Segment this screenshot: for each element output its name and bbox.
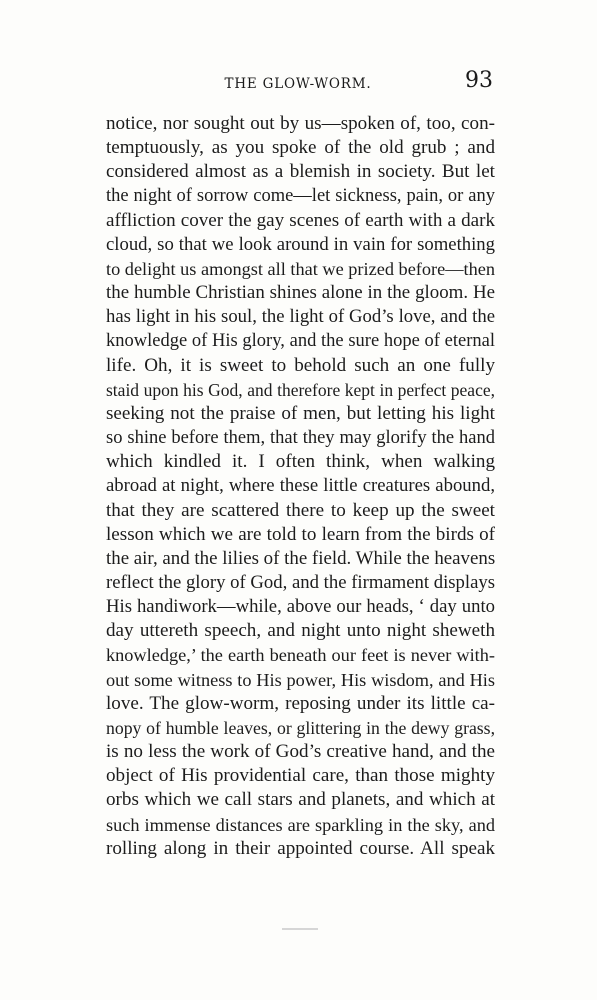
text-line: affliction cover the gay scenes of earth with a dark <box>106 209 495 231</box>
text-line: notice, nor sought out by us—spoken of, too, con- <box>106 113 495 134</box>
text-line: reflect the glory of God, and the firmament displays <box>106 571 495 593</box>
text-line: nopy of humble leaves, or glittering in the dewy grass, <box>106 717 495 738</box>
text-line: day uttereth speech, and night unto night sheweth <box>106 620 495 642</box>
text-line: is no less the work of God’s creative hand, and the <box>106 741 495 763</box>
text-line: out some witness to His power, His wisdom, and His <box>106 669 495 690</box>
text-line: that they are scattered there to keep up the sweet <box>106 499 495 521</box>
text-line: knowledge of His glory, and the sure hope of eternal <box>106 331 495 352</box>
text-line: the night of sorrow come—let sickness, pain, or any <box>106 186 495 207</box>
text-line: abroad at night, where these little creatures abound, <box>106 475 495 497</box>
text-line: knowledge,’ the earth beneath our feet is never with- <box>106 645 495 666</box>
text-line: which kindled it. I often think, when walking <box>106 451 495 473</box>
print-smudge <box>282 928 318 930</box>
text-line: staid upon his God, and therefore kept in perfect peace, <box>106 379 495 400</box>
text-line: to delight us amongst all that we prized before—then <box>106 258 495 279</box>
text-line: His handiwork—while, above our heads, ‘ day unto <box>106 596 495 618</box>
text-line: orbs which we call stars and planets, and which at <box>106 789 495 811</box>
text-line: the humble Christian shines alone in the gloom. He <box>106 282 495 304</box>
body-text <box>106 112 495 861</box>
text-line: seeking not the praise of men, but letting his light <box>106 402 495 424</box>
text-line: considered almost as a blemish in society. But let <box>106 161 495 183</box>
text-line: object of His providential care, than those mighty <box>106 765 495 787</box>
text-line: cloud, so that we look around in vain for something <box>106 233 495 255</box>
text-line: life. Oh, it is sweet to behold such an one fully <box>106 354 495 376</box>
page-number: 93 <box>465 68 493 93</box>
page-header <box>103 68 493 98</box>
running-head: THE GLOW-WORM. <box>224 76 372 92</box>
text-line: temptuously, as you spoke of the old grub ; and <box>106 137 495 159</box>
text-line: the air, and the lilies of the field. While the heavens <box>106 547 496 569</box>
text-line: such immense distances are sparkling in the sky, and <box>106 814 495 835</box>
text-line: love. The glow-worm, reposing under its little ca- <box>106 692 495 714</box>
text-line: so shine before them, that they may glorify the hand <box>106 428 495 449</box>
text-line: lesson which we are told to learn from the birds of <box>106 523 495 545</box>
text-line: rolling along in their appointed course. All speak <box>106 837 495 859</box>
text-line: has light in his soul, the light of God’s love, and the <box>106 306 495 328</box>
